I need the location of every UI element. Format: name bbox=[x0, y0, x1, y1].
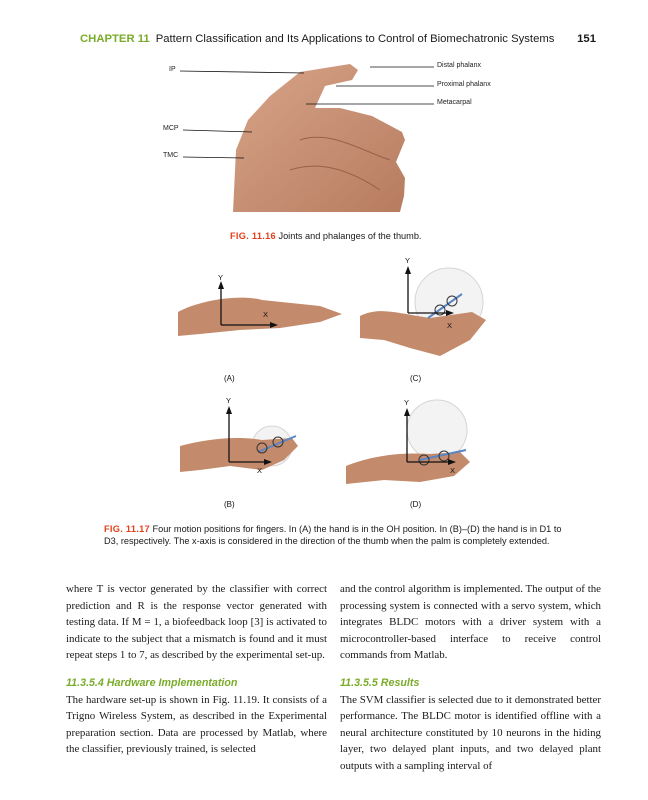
label-tmc: TMC bbox=[163, 152, 179, 159]
figure-11-17-caption bbox=[104, 523, 574, 547]
page-number: 151 bbox=[577, 33, 596, 45]
section-heading-results: 11.3.5.5 Results bbox=[340, 676, 420, 689]
panel-d-label: (D) bbox=[410, 500, 422, 509]
left-column bbox=[66, 581, 327, 758]
chapter-label: CHAPTER 11 bbox=[80, 33, 150, 45]
left-paragraph-1: where T is vector generated by the classifier with correct prediction and R is the response vector generated with testing data. If M = 1, a biofeedback loop [3] is activated to indicate to the subject that a mismatch is found and it must repeat steps 1 to 7, as described by the experimental set-up. bbox=[66, 583, 327, 662]
section-heading-hardware: 11.3.5.4 Hardware Implementation bbox=[66, 676, 238, 689]
right-paragraph-1: and the control algorithm is implemented. The output of the processing system is connected with a servo system, which integrates BLDC motors with a driver system with a microcontroller-based interface to receive control commands from Matlab. bbox=[340, 583, 601, 662]
panel-b-y-label: Y bbox=[226, 396, 232, 405]
panel-c-x-label: X bbox=[447, 321, 453, 330]
panel-b-x-label: X bbox=[257, 466, 263, 475]
right-paragraph-2: The SVM classifier is selected due to it demonstrated better performance. The BLDC motor is identified offline with a neural architecture constituted by 10 neurons in the hiding layer, two delayed plant inputs, and two delayed plant outputs with a sampling interval of bbox=[340, 693, 601, 772]
label-metacarpal: Metacarpal bbox=[437, 99, 472, 106]
panel-a-x-label: X bbox=[263, 310, 269, 319]
left-paragraph-2: The hardware set-up is shown in Fig. 11.19. It consists of a Trigno Wireless System, as described in the Experimental preparation section. Data are processed by Matlab, where the classifier, previously trained, is selected bbox=[66, 693, 327, 756]
label-mcp: MCP bbox=[163, 125, 179, 132]
figure-11-17-text: Four motion positions for fingers. In (A) the hand is in the OH position. In (B)–(D) the hand is in D1 to D3, respectively. The x-axis is considered in the direction of the thumb when the palm is completely extended. bbox=[104, 524, 562, 546]
panel-c-y-label: Y bbox=[405, 256, 411, 265]
label-distal-phalanx: Distal phalanx bbox=[437, 62, 481, 69]
panel-b-label: (B) bbox=[224, 500, 235, 509]
panel-c-label: (C) bbox=[410, 374, 422, 383]
label-ip: IP bbox=[169, 66, 176, 73]
panel-d-y-label: Y bbox=[404, 398, 410, 407]
figure-11-17-label: FIG. 11.17 bbox=[104, 524, 150, 534]
panel-a-y-label: Y bbox=[218, 273, 224, 282]
panel-c-hand-photo bbox=[360, 311, 486, 356]
panel-a-hand-photo bbox=[178, 298, 342, 336]
panel-d-x-label: X bbox=[450, 466, 456, 475]
figure-11-16-text: Joints and phalanges of the thumb. bbox=[278, 231, 422, 241]
label-proximal-phalanx: Proximal phalanx bbox=[437, 81, 491, 88]
figure-11-16-label: FIG. 11.16 bbox=[230, 231, 276, 241]
panel-a-label: (A) bbox=[224, 374, 235, 383]
running-title: Pattern Classification and Its Applications to Control of Biomechatronic Systems bbox=[155, 33, 555, 45]
right-column bbox=[340, 581, 601, 775]
